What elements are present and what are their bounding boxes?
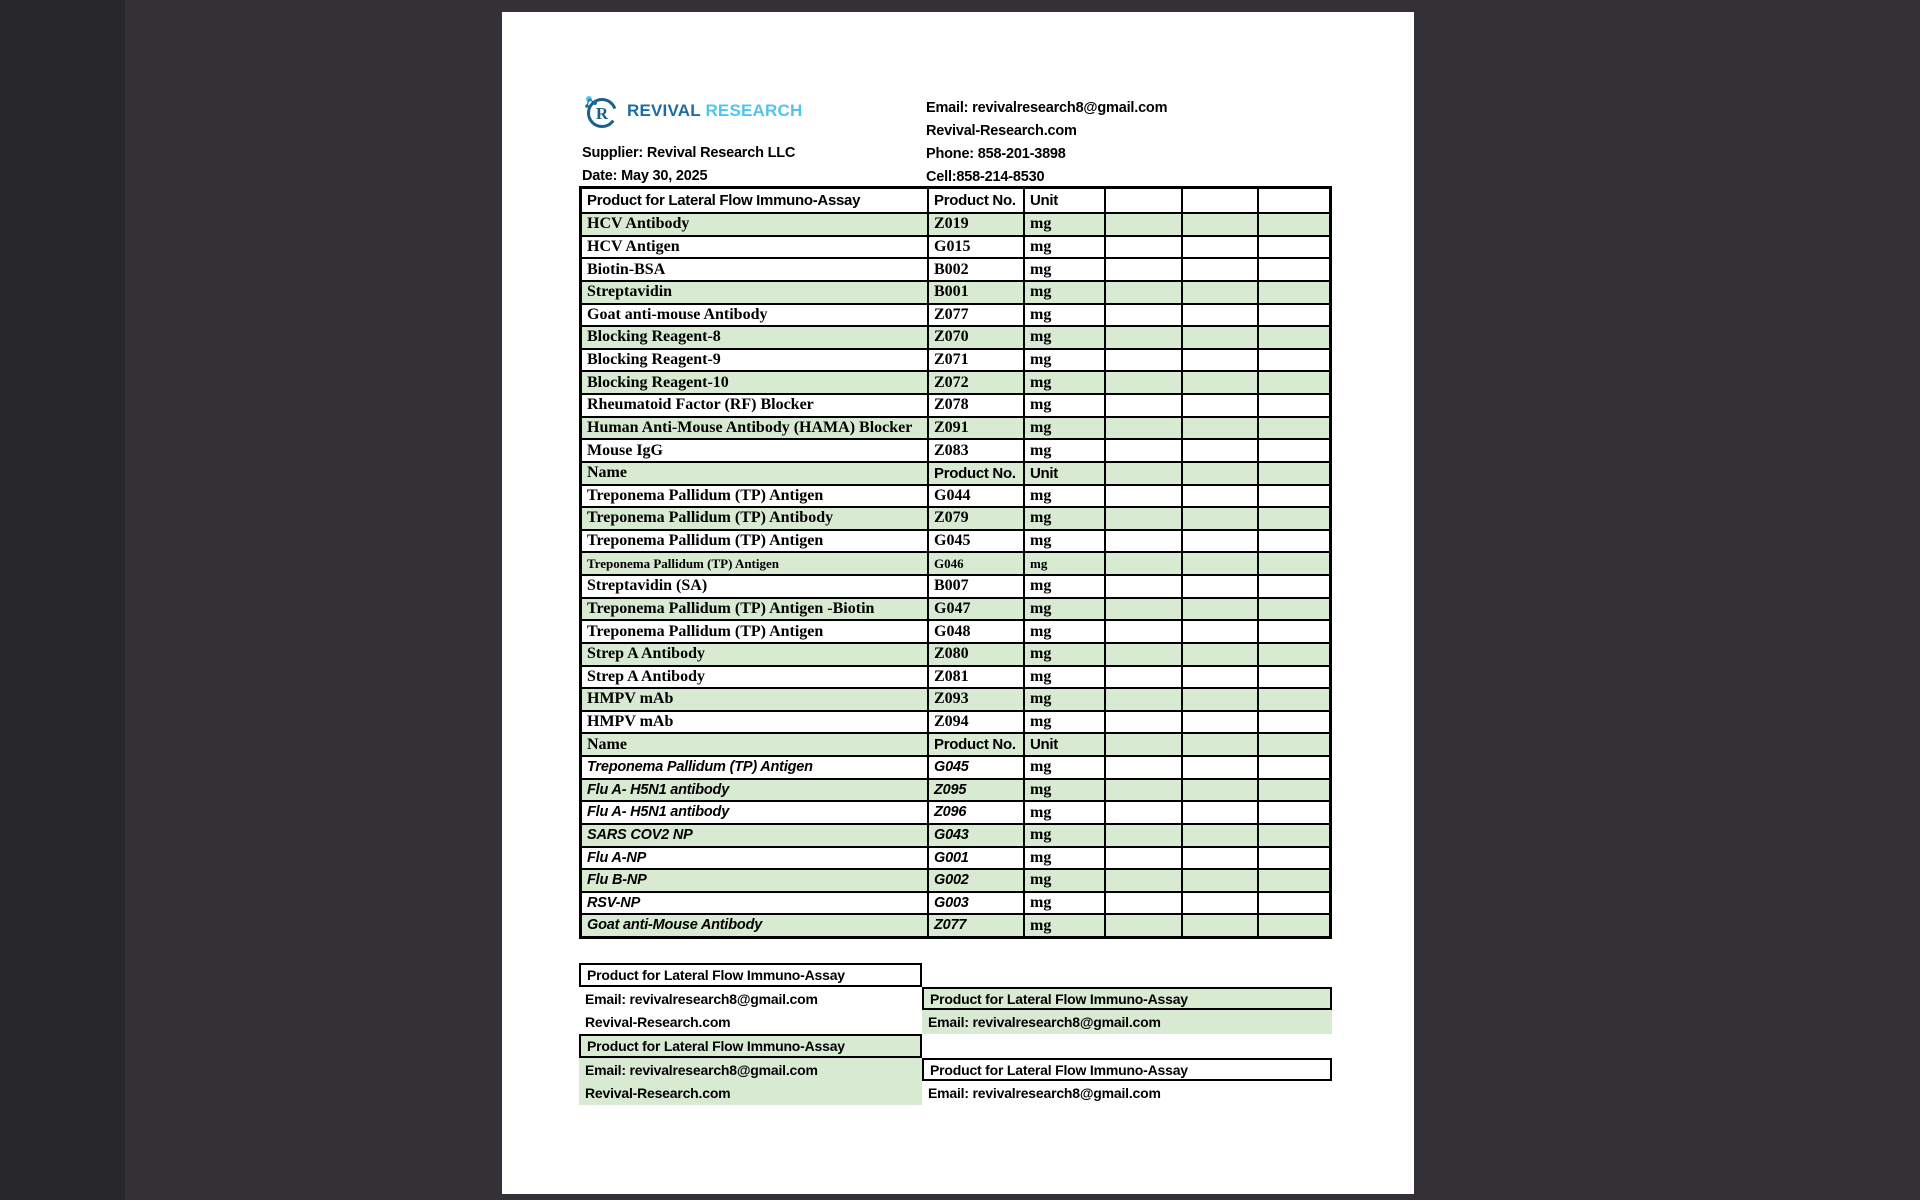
cell-name: Treponema Pallidum (TP) Antigen bbox=[587, 486, 824, 504]
brand-research: RESEARCH bbox=[705, 101, 803, 120]
cell-name: Treponema Pallidum (TP) Antigen bbox=[587, 532, 824, 550]
table-row bbox=[582, 800, 1329, 823]
table-row bbox=[582, 484, 1329, 507]
cell-empty bbox=[1181, 189, 1257, 212]
contact-website: Revival-Research.com bbox=[926, 123, 1077, 139]
cell-empty bbox=[1257, 621, 1329, 642]
product-table bbox=[579, 186, 1332, 939]
cell-name: Streptavidin (SA) bbox=[587, 577, 708, 595]
cell-product-no: Z019 bbox=[927, 214, 1023, 235]
cell-product-no: Z083 bbox=[927, 440, 1023, 461]
cell-name: Biotin-BSA bbox=[587, 260, 666, 278]
cell-name: Flu A- H5N1 antibody bbox=[587, 781, 730, 798]
cell-unit: mg bbox=[1023, 259, 1104, 280]
cell-unit: mg bbox=[1023, 486, 1104, 507]
cell-empty bbox=[1104, 305, 1181, 326]
cell-name: Human Anti-Mouse Antibody (HAMA) Blocker bbox=[587, 418, 913, 436]
table-row bbox=[582, 416, 1329, 439]
table-row bbox=[582, 574, 1329, 597]
footer-spacer bbox=[922, 1034, 1332, 1058]
table-row bbox=[582, 710, 1329, 733]
cell-empty bbox=[1181, 395, 1257, 416]
cell-product-no: Z070 bbox=[927, 327, 1023, 348]
cell-name: Strep A Antibody bbox=[587, 667, 705, 685]
cell-empty bbox=[1257, 189, 1329, 212]
cell-product-no: G003 bbox=[927, 893, 1023, 914]
cell-unit: mg bbox=[1023, 553, 1104, 574]
footer-block-line: Email: revivalresearch8@gmail.com bbox=[579, 1058, 922, 1082]
table-row bbox=[582, 755, 1329, 778]
table-row bbox=[582, 303, 1329, 326]
cell-name: Treponema Pallidum (TP) Antigen -Biotin bbox=[587, 599, 875, 617]
section-header-row bbox=[582, 461, 1329, 484]
table-row bbox=[582, 597, 1329, 620]
footer-block-title: Product for Lateral Flow Immuno-Assay bbox=[922, 987, 1332, 1011]
cell-empty bbox=[1181, 440, 1257, 461]
table-row bbox=[582, 619, 1329, 642]
cell-product-no: G046 bbox=[927, 553, 1023, 574]
cell-empty bbox=[1181, 757, 1257, 778]
cell-unit: mg bbox=[1023, 780, 1104, 801]
cell-empty bbox=[1257, 644, 1329, 665]
cell-empty bbox=[1257, 463, 1329, 484]
footer-right-column bbox=[922, 963, 1332, 1105]
cell-name: Goat anti-mouse Antibody bbox=[587, 305, 768, 323]
cell-empty bbox=[1257, 553, 1329, 574]
cell-unit: mg bbox=[1023, 305, 1104, 326]
cell-name: Name bbox=[587, 464, 627, 482]
cell-unit: mg bbox=[1023, 825, 1104, 846]
table-row bbox=[582, 325, 1329, 348]
cell-empty bbox=[1104, 667, 1181, 688]
contact-email: Email: revivalresearch8@gmail.com bbox=[926, 100, 1168, 116]
cell-name: RSV-NP bbox=[587, 894, 641, 911]
cell-product-no: G045 bbox=[927, 757, 1023, 778]
cell-unit: mg bbox=[1023, 667, 1104, 688]
table-row bbox=[582, 393, 1329, 416]
cell-unit: mg bbox=[1023, 689, 1104, 710]
cell-empty bbox=[1104, 757, 1181, 778]
cell-empty bbox=[1257, 825, 1329, 846]
cell-unit: mg bbox=[1023, 802, 1104, 823]
contact-phone: Phone: 858-201-3898 bbox=[926, 146, 1066, 162]
cell-empty bbox=[1104, 508, 1181, 529]
cell-empty bbox=[1181, 802, 1257, 823]
cell-name: HMPV mAb bbox=[587, 690, 674, 708]
cell-product-no: Z079 bbox=[927, 508, 1023, 529]
cell-empty bbox=[1257, 689, 1329, 710]
cell-empty bbox=[1181, 870, 1257, 891]
cell-product-no: Z080 bbox=[927, 644, 1023, 665]
cell-product-no: Z077 bbox=[927, 915, 1023, 936]
cell-product-no: Z077 bbox=[927, 305, 1023, 326]
cell-unit: mg bbox=[1023, 282, 1104, 303]
cell-empty bbox=[1104, 915, 1181, 936]
cell-name: Treponema Pallidum (TP) Antigen bbox=[587, 759, 813, 776]
revival-logo bbox=[582, 92, 802, 130]
cell-product-no: Z072 bbox=[927, 372, 1023, 393]
cell-empty bbox=[1104, 418, 1181, 439]
cell-unit: mg bbox=[1023, 621, 1104, 642]
svg-text:R: R bbox=[595, 104, 609, 123]
window-left-strip bbox=[0, 0, 125, 1200]
cell-name: SARS COV2 NP bbox=[587, 826, 693, 843]
cell-empty bbox=[1257, 712, 1329, 733]
table-row bbox=[582, 823, 1329, 846]
cell-empty bbox=[1104, 259, 1181, 280]
cell-empty bbox=[1181, 780, 1257, 801]
cell-unit: mg bbox=[1023, 327, 1104, 348]
cell-name: Blocking Reagent-9 bbox=[587, 351, 721, 369]
table-row bbox=[582, 687, 1329, 710]
cell-unit: Unit bbox=[1023, 734, 1104, 755]
cell-product-no: G015 bbox=[927, 237, 1023, 258]
cell-empty bbox=[1181, 915, 1257, 936]
cell-empty bbox=[1257, 486, 1329, 507]
cell-empty bbox=[1181, 531, 1257, 552]
cell-empty bbox=[1257, 372, 1329, 393]
footer-left-column bbox=[579, 963, 922, 1105]
cell-name: Flu A-NP bbox=[587, 849, 647, 866]
cell-product-no: Z081 bbox=[927, 667, 1023, 688]
table-row bbox=[582, 551, 1329, 574]
footer-block-title: Product for Lateral Flow Immuno-Assay bbox=[579, 963, 922, 987]
cell-empty bbox=[1181, 463, 1257, 484]
footer-block-title: Product for Lateral Flow Immuno-Assay bbox=[922, 1058, 1332, 1082]
cell-empty bbox=[1257, 395, 1329, 416]
cell-name: Goat anti-Mouse Antibody bbox=[587, 917, 763, 934]
cell-empty bbox=[1257, 350, 1329, 371]
cell-empty bbox=[1104, 599, 1181, 620]
cell-empty bbox=[1104, 282, 1181, 303]
cell-empty bbox=[1181, 259, 1257, 280]
cell-empty bbox=[1257, 576, 1329, 597]
cell-unit: Unit bbox=[1023, 463, 1104, 484]
cell-empty bbox=[1181, 372, 1257, 393]
cell-empty bbox=[1257, 915, 1329, 936]
table-row bbox=[582, 868, 1329, 891]
cell-name: Product for Lateral Flow Immuno-Assay bbox=[587, 192, 861, 209]
cell-product-no: G047 bbox=[927, 599, 1023, 620]
table-row bbox=[582, 257, 1329, 280]
cell-empty bbox=[1104, 644, 1181, 665]
cell-product-no: Z078 bbox=[927, 395, 1023, 416]
cell-empty bbox=[1257, 259, 1329, 280]
cell-empty bbox=[1257, 305, 1329, 326]
cell-empty bbox=[1181, 237, 1257, 258]
cell-name: Streptavidin bbox=[587, 283, 673, 301]
cell-name: Treponema Pallidum (TP) Antibody bbox=[587, 509, 834, 527]
cell-name: HCV Antigen bbox=[587, 237, 680, 255]
cell-unit: mg bbox=[1023, 712, 1104, 733]
cell-empty bbox=[1181, 689, 1257, 710]
supplier-label: Supplier: Revival Research LLC bbox=[582, 145, 796, 161]
cell-empty bbox=[1181, 734, 1257, 755]
cell-product-no: Z071 bbox=[927, 350, 1023, 371]
cell-empty bbox=[1257, 780, 1329, 801]
cell-name: Treponema Pallidum (TP) Antigen bbox=[587, 622, 824, 640]
cell-name: Mouse IgG bbox=[587, 441, 663, 459]
cell-unit: mg bbox=[1023, 915, 1104, 936]
cell-empty bbox=[1104, 893, 1181, 914]
cell-product-no: Product No. bbox=[927, 734, 1023, 755]
cell-product-no: G002 bbox=[927, 870, 1023, 891]
table-row bbox=[582, 778, 1329, 801]
cell-empty bbox=[1181, 644, 1257, 665]
cell-empty bbox=[1181, 305, 1257, 326]
table-row bbox=[582, 665, 1329, 688]
cell-empty bbox=[1104, 327, 1181, 348]
cell-empty bbox=[1181, 282, 1257, 303]
date-label: Date: May 30, 2025 bbox=[582, 168, 708, 184]
cell-name: Flu B-NP bbox=[587, 872, 647, 889]
contact-cell: Cell:858-214-8530 bbox=[926, 169, 1045, 185]
cell-empty bbox=[1181, 893, 1257, 914]
brand-text bbox=[627, 101, 802, 121]
cell-unit: mg bbox=[1023, 237, 1104, 258]
brand-revival: REVIVAL bbox=[627, 101, 701, 120]
cell-unit: mg bbox=[1023, 576, 1104, 597]
cell-name: Blocking Reagent-10 bbox=[587, 373, 729, 391]
cell-empty bbox=[1257, 870, 1329, 891]
cell-unit: mg bbox=[1023, 893, 1104, 914]
cell-empty bbox=[1181, 553, 1257, 574]
table-row bbox=[582, 438, 1329, 461]
cell-empty bbox=[1104, 848, 1181, 869]
cell-empty bbox=[1257, 848, 1329, 869]
cell-unit: mg bbox=[1023, 418, 1104, 439]
cell-empty bbox=[1104, 712, 1181, 733]
cell-name: Name bbox=[587, 735, 627, 753]
table-row bbox=[582, 506, 1329, 529]
table-row bbox=[582, 235, 1329, 258]
cell-product-no: Product No. bbox=[927, 189, 1023, 212]
table-header-row bbox=[582, 189, 1329, 212]
cell-empty bbox=[1181, 621, 1257, 642]
section-header-row bbox=[582, 732, 1329, 755]
footer-block-line: Revival-Research.com bbox=[579, 1081, 922, 1105]
cell-name: Flu A- H5N1 antibody bbox=[587, 804, 730, 821]
cell-empty bbox=[1104, 440, 1181, 461]
cell-empty bbox=[1257, 282, 1329, 303]
table-row bbox=[582, 370, 1329, 393]
cell-empty bbox=[1104, 734, 1181, 755]
cell-empty bbox=[1104, 621, 1181, 642]
cell-name: Treponema Pallidum (TP) Antigen bbox=[587, 556, 779, 572]
cell-product-no: B001 bbox=[927, 282, 1023, 303]
table-row bbox=[582, 891, 1329, 914]
revival-logo-icon bbox=[582, 92, 620, 130]
cell-product-no: G045 bbox=[927, 531, 1023, 552]
cell-unit: mg bbox=[1023, 848, 1104, 869]
cell-product-no: B002 bbox=[927, 259, 1023, 280]
footer-block-line: Email: revivalresearch8@gmail.com bbox=[922, 1010, 1332, 1034]
cell-product-no: G044 bbox=[927, 486, 1023, 507]
cell-unit: mg bbox=[1023, 214, 1104, 235]
cell-empty bbox=[1257, 508, 1329, 529]
cell-name: Strep A Antibody bbox=[587, 645, 705, 663]
cell-empty bbox=[1104, 214, 1181, 235]
cell-empty bbox=[1104, 553, 1181, 574]
cell-empty bbox=[1181, 350, 1257, 371]
cell-product-no: Z094 bbox=[927, 712, 1023, 733]
cell-empty bbox=[1104, 531, 1181, 552]
cell-product-no: G048 bbox=[927, 621, 1023, 642]
cell-unit: mg bbox=[1023, 395, 1104, 416]
table-row bbox=[582, 846, 1329, 869]
cell-empty bbox=[1257, 327, 1329, 348]
cell-empty bbox=[1104, 780, 1181, 801]
cell-empty bbox=[1181, 486, 1257, 507]
footer-block-line: Email: revivalresearch8@gmail.com bbox=[928, 1085, 1161, 1102]
footer-block-line: Email: revivalresearch8@gmail.com bbox=[585, 990, 818, 1007]
cell-empty bbox=[1257, 599, 1329, 620]
cell-product-no: G001 bbox=[927, 848, 1023, 869]
cell-empty bbox=[1104, 802, 1181, 823]
cell-empty bbox=[1181, 214, 1257, 235]
cell-empty bbox=[1257, 802, 1329, 823]
cell-product-no: Z095 bbox=[927, 780, 1023, 801]
cell-empty bbox=[1257, 667, 1329, 688]
table-row bbox=[582, 913, 1329, 936]
cell-product-no: Product No. bbox=[927, 463, 1023, 484]
table-row bbox=[582, 529, 1329, 552]
cell-empty bbox=[1257, 214, 1329, 235]
cell-unit: mg bbox=[1023, 644, 1104, 665]
cell-name: Blocking Reagent-8 bbox=[587, 328, 721, 346]
cell-name: HCV Antibody bbox=[587, 215, 690, 233]
cell-empty bbox=[1181, 848, 1257, 869]
cell-empty bbox=[1104, 486, 1181, 507]
cell-unit: Unit bbox=[1023, 189, 1104, 212]
cell-empty bbox=[1257, 734, 1329, 755]
cell-empty bbox=[1257, 418, 1329, 439]
cell-unit: mg bbox=[1023, 508, 1104, 529]
cell-empty bbox=[1181, 418, 1257, 439]
cell-empty bbox=[1104, 237, 1181, 258]
cell-empty bbox=[1181, 712, 1257, 733]
cell-empty bbox=[1104, 372, 1181, 393]
cell-product-no: Z091 bbox=[927, 418, 1023, 439]
cell-unit: mg bbox=[1023, 372, 1104, 393]
table-row bbox=[582, 348, 1329, 371]
table-row bbox=[582, 642, 1329, 665]
cell-name: HMPV mAb bbox=[587, 713, 674, 731]
cell-empty bbox=[1104, 689, 1181, 710]
cell-empty bbox=[1104, 463, 1181, 484]
table-row bbox=[582, 212, 1329, 235]
cell-unit: mg bbox=[1023, 757, 1104, 778]
cell-empty bbox=[1181, 599, 1257, 620]
cell-product-no: B007 bbox=[927, 576, 1023, 597]
cell-empty bbox=[1181, 508, 1257, 529]
cell-empty bbox=[1104, 576, 1181, 597]
cell-empty bbox=[1181, 825, 1257, 846]
cell-product-no: G043 bbox=[927, 825, 1023, 846]
cell-empty bbox=[1257, 440, 1329, 461]
cell-unit: mg bbox=[1023, 870, 1104, 891]
cell-product-no: Z096 bbox=[927, 802, 1023, 823]
cell-empty bbox=[1104, 189, 1181, 212]
footer-block-title: Product for Lateral Flow Immuno-Assay bbox=[579, 1034, 922, 1058]
cell-empty bbox=[1257, 757, 1329, 778]
cell-empty bbox=[1104, 825, 1181, 846]
cell-empty bbox=[1181, 576, 1257, 597]
footer-spacer bbox=[922, 963, 1332, 987]
cell-empty bbox=[1257, 531, 1329, 552]
cell-unit: mg bbox=[1023, 531, 1104, 552]
cell-empty bbox=[1104, 395, 1181, 416]
cell-unit: mg bbox=[1023, 599, 1104, 620]
table-row bbox=[582, 280, 1329, 303]
cell-unit: mg bbox=[1023, 440, 1104, 461]
cell-empty bbox=[1181, 327, 1257, 348]
cell-empty bbox=[1257, 237, 1329, 258]
cell-unit: mg bbox=[1023, 350, 1104, 371]
cell-empty bbox=[1257, 893, 1329, 914]
cell-empty bbox=[1104, 870, 1181, 891]
cell-empty bbox=[1104, 350, 1181, 371]
document-page bbox=[502, 12, 1414, 1194]
cell-product-no: Z093 bbox=[927, 689, 1023, 710]
cell-empty bbox=[1181, 667, 1257, 688]
cell-name: Rheumatoid Factor (RF) Blocker bbox=[587, 396, 814, 414]
footer-block-line: Revival-Research.com bbox=[585, 1014, 731, 1031]
